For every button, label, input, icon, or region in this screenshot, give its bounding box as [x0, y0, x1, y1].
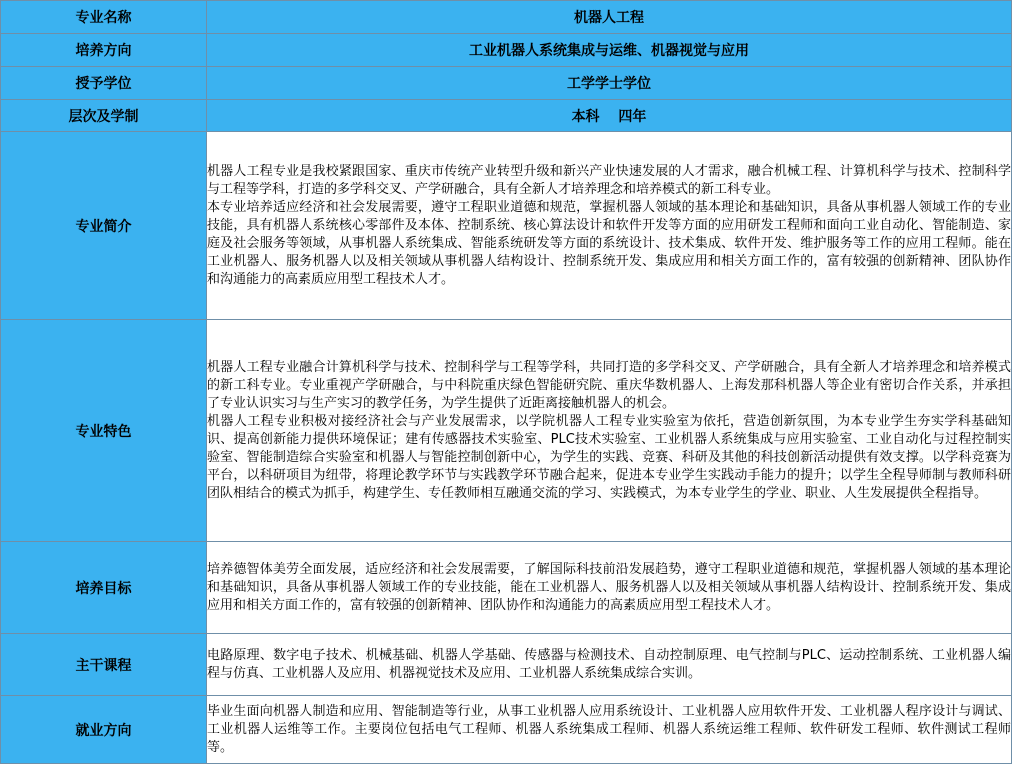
major-name-value: 机器人工程 — [207, 1, 1012, 34]
training-direction-label: 培养方向 — [1, 34, 207, 67]
level-duration-label: 层次及学制 — [1, 100, 207, 132]
level-duration-value: 本科 四年 — [207, 100, 1012, 132]
row-major-name — [1, 1, 1012, 34]
features-text — [207, 320, 1012, 542]
training-direction-value: 工业机器人系统集成与运维、机器视觉与应用 — [207, 34, 1012, 67]
features-paragraph-1: 机器人工程专业融合计算机科学与技术、控制科学与工程等学科，共同打造的多学科交叉、产学研融合，具有全新人才培养理念和培养模式的新工科专业。专业重视产学研融合，与中科院重庆绿色智能研究院、重庆华数机器人、上海发那科机器人等企业有密切合作关系，并承担了专业认识实习与生产实习的教学任务，为学生提供了近距离接触机器人的机会。 — [207, 359, 1011, 411]
features-label: 专业特色 — [1, 320, 207, 542]
goals-text: 培养德智体美劳全面发展，适应经济和社会发展需要，了解国际科技前沿发展趋势，遵守工程职业道德和规范，掌握机器人领域的基本理论和基础知识，具备从事机器人领域工作的专业技能，能在工业机器人、服务机器人以及相关领域从事机器人结构设计、控制系统开发、集成应用和相关方面工作的，富有较强的创新精神、团队协作和沟通能力的高素质应用型工程技术人才。 — [207, 542, 1012, 634]
row-careers — [1, 696, 1012, 764]
courses-label: 主干课程 — [1, 634, 207, 696]
intro-text — [207, 132, 1012, 320]
degree-value: 工学学士学位 — [207, 67, 1012, 100]
row-intro — [1, 132, 1012, 320]
intro-paragraph-1: 机器人工程专业是我校紧跟国家、重庆市传统产业转型升级和新兴产业快速发展的人才需求，融合机械工程、计算机科学与技术、控制科学与工程等学科，打造的多学科交叉、产学研融合，具有全新人才培养理念和培养模式的新工科专业。 — [207, 163, 1011, 197]
degree-label: 授予学位 — [1, 67, 207, 100]
goals-label: 培养目标 — [1, 542, 207, 634]
row-training-direction — [1, 34, 1012, 67]
row-features — [1, 320, 1012, 542]
features-paragraph-2: 机器人工程专业积极对接经济社会与产业发展需求，以学院机器人工程专业实验室为依托，营造创新氛围，为本专业学生夯实学科基础知识、提高创新能力提供环境保证；建有传感器技术实验室、PLC技术实验室、工业机器人系统集成与应用实验室、工业自动化与过程控制实验室、智能制造综合实验室和机器人与智能控制创新中心，为学生的实践、竞赛、科研及其他的科技创新活动提供有效支撑。以学科竞赛为平台，以科研项目为纽带，将理论教学环节与实践教学环节融合起来，促进本专业学生实践动手能力的提升；以学生全程导师制与教师科研团队相结合的模式为抓手，构建学生、专任教师相互融通交流的学习、实践模式，为本专业学生的学业、职业、人生发展提供全程指导。 — [207, 413, 1011, 501]
row-goals — [1, 542, 1012, 634]
careers-label: 就业方向 — [1, 696, 207, 764]
major-name-label: 专业名称 — [1, 1, 207, 34]
intro-paragraph-2: 本专业培养适应经济和社会发展需要，遵守工程职业道德和规范，掌握机器人领域的基本理论和基础知识，具备从事机器人领域工作的专业技能，具有机器人系统核心零部件及本体、控制系统、核心算法设计和软件开发等方面的应用研发工程师和面向工业自动化、智能制造、家庭及社会服务等领域，从事机器人系统集成、智能系统研发等方面的系统设计、技术集成、软件开发、维护服务等工作的应用工程师。能在工业机器人、服务机器人以及相关领域从事机器人结构设计、控制系统开发、集成应用和相关方面工作的，富有较强的创新精神、团队协作和沟通能力的高素质应用型工程技术人才。 — [207, 199, 1011, 287]
row-courses — [1, 634, 1012, 696]
row-level-duration — [1, 100, 1012, 132]
courses-text: 电路原理、数字电子技术、机械基础、机器人学基础、传感器与检测技术、自动控制原理、电气控制与PLC、运动控制系统、工业机器人编程与仿真、工业机器人及应用、机器视觉技术及应用、工业机器人系统集成综合实训。 — [207, 634, 1012, 696]
row-degree — [1, 67, 1012, 100]
careers-text: 毕业生面向机器人制造和应用、智能制造等行业，从事工业机器人应用系统设计、工业机器人应用软件开发、工业机器人程序设计与调试、工业机器人运维等工作。主要岗位包括电气工程师、机器人系统集成工程师、机器人系统运维工程师、软件研发工程师、软件测试工程师等。 — [207, 696, 1012, 764]
intro-label: 专业简介 — [1, 132, 207, 320]
